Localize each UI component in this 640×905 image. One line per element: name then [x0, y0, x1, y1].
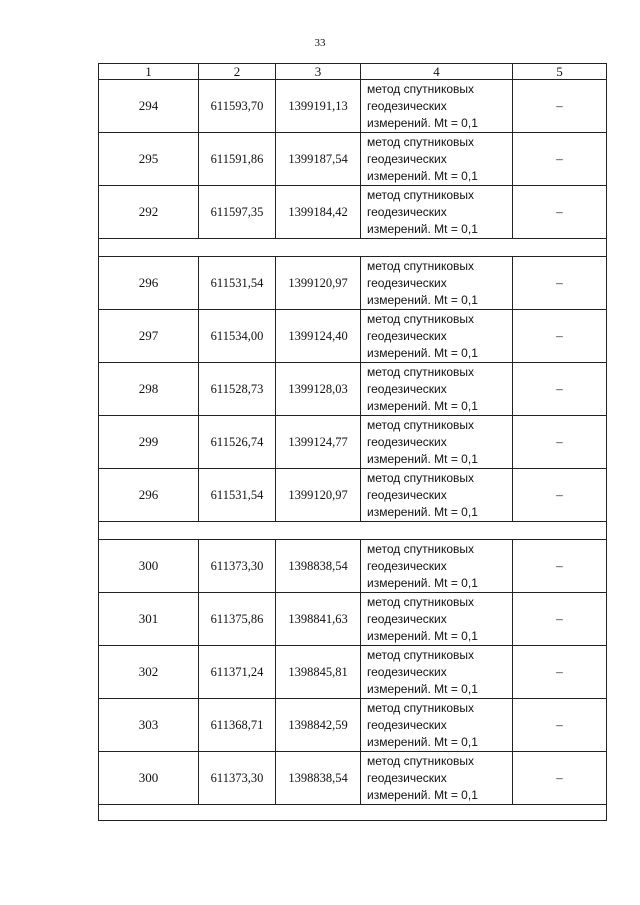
method-cell [361, 186, 513, 239]
table-row [99, 416, 607, 469]
method-line: метод спутниковых [367, 647, 475, 662]
method-line: геодезических [367, 664, 447, 679]
method-line: геодезических [367, 151, 447, 166]
note-cell: – [513, 310, 607, 363]
table-row [99, 257, 607, 310]
method-line: измерений. Mt = 0,1 [367, 451, 478, 466]
method-cell [361, 646, 513, 699]
method-cell [361, 540, 513, 593]
method-line: метод спутниковых [367, 364, 475, 379]
coordinate-x: 611526,74 [199, 416, 276, 469]
method-line: измерений. Mt = 0,1 [367, 221, 478, 236]
method-line: измерений. Mt = 0,1 [367, 628, 478, 643]
method-line: метод спутниковых [367, 258, 475, 273]
coordinate-x: 611373,30 [199, 752, 276, 805]
method-line: метод спутниковых [367, 700, 475, 715]
coordinate-x: 611534,00 [199, 310, 276, 363]
note-cell: – [513, 593, 607, 646]
method-line: метод спутниковых [367, 541, 475, 556]
note-cell: – [513, 699, 607, 752]
method-cell [361, 593, 513, 646]
separator-cell [99, 805, 607, 821]
method-line: измерений. Mt = 0,1 [367, 734, 478, 749]
method-line: измерений. Mt = 0,1 [367, 787, 478, 802]
method-line: геодезических [367, 770, 447, 785]
table-row [99, 363, 607, 416]
method-line: метод спутниковых [367, 187, 475, 202]
method-line: метод спутниковых [367, 134, 475, 149]
point-number: 298 [99, 363, 199, 416]
method-line: метод спутниковых [367, 311, 475, 326]
note-cell: – [513, 646, 607, 699]
method-cell [361, 133, 513, 186]
method-line: геодезических [367, 98, 447, 113]
note-cell: – [513, 133, 607, 186]
note-cell: – [513, 416, 607, 469]
point-number: 296 [99, 469, 199, 522]
table-header-row [99, 64, 607, 80]
method-line: метод спутниковых [367, 753, 475, 768]
method-line: измерений. Mt = 0,1 [367, 292, 478, 307]
method-cell [361, 699, 513, 752]
method-line: измерений. Mt = 0,1 [367, 398, 478, 413]
coordinate-x: 611375,86 [199, 593, 276, 646]
point-number: 296 [99, 257, 199, 310]
point-number: 299 [99, 416, 199, 469]
method-line: геодезических [367, 204, 447, 219]
coordinates-table [98, 63, 607, 821]
method-cell [361, 363, 513, 416]
note-cell: – [513, 752, 607, 805]
method-line: геодезических [367, 487, 447, 502]
coordinate-x: 611597,35 [199, 186, 276, 239]
note-cell: – [513, 80, 607, 133]
method-line: измерений. Mt = 0,1 [367, 504, 478, 519]
table-row [99, 133, 607, 186]
table-row [99, 80, 607, 133]
point-number: 300 [99, 752, 199, 805]
method-line: геодезических [367, 381, 447, 396]
coordinate-y: 1399120,97 [276, 257, 361, 310]
header-col-5: 5 [513, 64, 607, 80]
point-number: 301 [99, 593, 199, 646]
coordinate-x: 611593,70 [199, 80, 276, 133]
coordinate-y: 1399187,54 [276, 133, 361, 186]
table-row [99, 186, 607, 239]
header-col-1: 1 [99, 64, 199, 80]
method-line: геодезических [367, 328, 447, 343]
method-line: геодезических [367, 717, 447, 732]
table-row [99, 699, 607, 752]
table-row [99, 593, 607, 646]
coordinate-y: 1398842,59 [276, 699, 361, 752]
method-line: измерений. Mt = 0,1 [367, 345, 478, 360]
note-cell: – [513, 540, 607, 593]
header-col-3: 3 [276, 64, 361, 80]
separator-row [99, 239, 607, 257]
coordinate-x: 611531,54 [199, 469, 276, 522]
point-number: 294 [99, 80, 199, 133]
method-line: измерений. Mt = 0,1 [367, 681, 478, 696]
separator-cell [99, 522, 607, 540]
separator-row [99, 805, 607, 821]
header-col-4: 4 [361, 64, 513, 80]
point-number: 300 [99, 540, 199, 593]
table-row [99, 646, 607, 699]
method-line: геодезических [367, 434, 447, 449]
coordinate-y: 1399124,77 [276, 416, 361, 469]
coordinate-x: 611373,30 [199, 540, 276, 593]
coordinate-y: 1399184,42 [276, 186, 361, 239]
note-cell: – [513, 469, 607, 522]
table-row [99, 310, 607, 363]
separator-cell [99, 239, 607, 257]
table-row [99, 540, 607, 593]
method-line: метод спутниковых [367, 470, 475, 485]
coordinate-y: 1399128,03 [276, 363, 361, 416]
method-line: измерений. Mt = 0,1 [367, 115, 478, 130]
separator-row [99, 522, 607, 540]
method-line: геодезических [367, 611, 447, 626]
point-number: 292 [99, 186, 199, 239]
coordinate-y: 1399124,40 [276, 310, 361, 363]
coordinate-x: 611371,24 [199, 646, 276, 699]
method-cell [361, 469, 513, 522]
point-number: 297 [99, 310, 199, 363]
coordinate-x: 611368,71 [199, 699, 276, 752]
point-number: 303 [99, 699, 199, 752]
coordinate-x: 611591,86 [199, 133, 276, 186]
note-cell: – [513, 186, 607, 239]
method-line: метод спутниковых [367, 81, 475, 96]
method-line: геодезических [367, 275, 447, 290]
header-col-2: 2 [199, 64, 276, 80]
method-cell [361, 310, 513, 363]
method-line: геодезических [367, 558, 447, 573]
point-number: 295 [99, 133, 199, 186]
page-number: 33 [314, 37, 326, 49]
coordinate-y: 1398845,81 [276, 646, 361, 699]
coordinate-y: 1398841,63 [276, 593, 361, 646]
coordinate-y: 1398838,54 [276, 752, 361, 805]
coordinate-x: 611528,73 [199, 363, 276, 416]
method-line: измерений. Mt = 0,1 [367, 575, 478, 590]
note-cell: – [513, 257, 607, 310]
table-row [99, 752, 607, 805]
coordinate-y: 1399191,13 [276, 80, 361, 133]
method-line: метод спутниковых [367, 417, 475, 432]
coordinate-x: 611531,54 [199, 257, 276, 310]
method-cell [361, 257, 513, 310]
method-cell [361, 416, 513, 469]
point-number: 302 [99, 646, 199, 699]
method-line: метод спутниковых [367, 594, 475, 609]
table-row [99, 469, 607, 522]
method-cell [361, 80, 513, 133]
coordinate-y: 1398838,54 [276, 540, 361, 593]
note-cell: – [513, 363, 607, 416]
method-cell [361, 752, 513, 805]
coordinates-table-body [99, 64, 607, 821]
method-line: измерений. Mt = 0,1 [367, 168, 478, 183]
coordinate-y: 1399120,97 [276, 469, 361, 522]
